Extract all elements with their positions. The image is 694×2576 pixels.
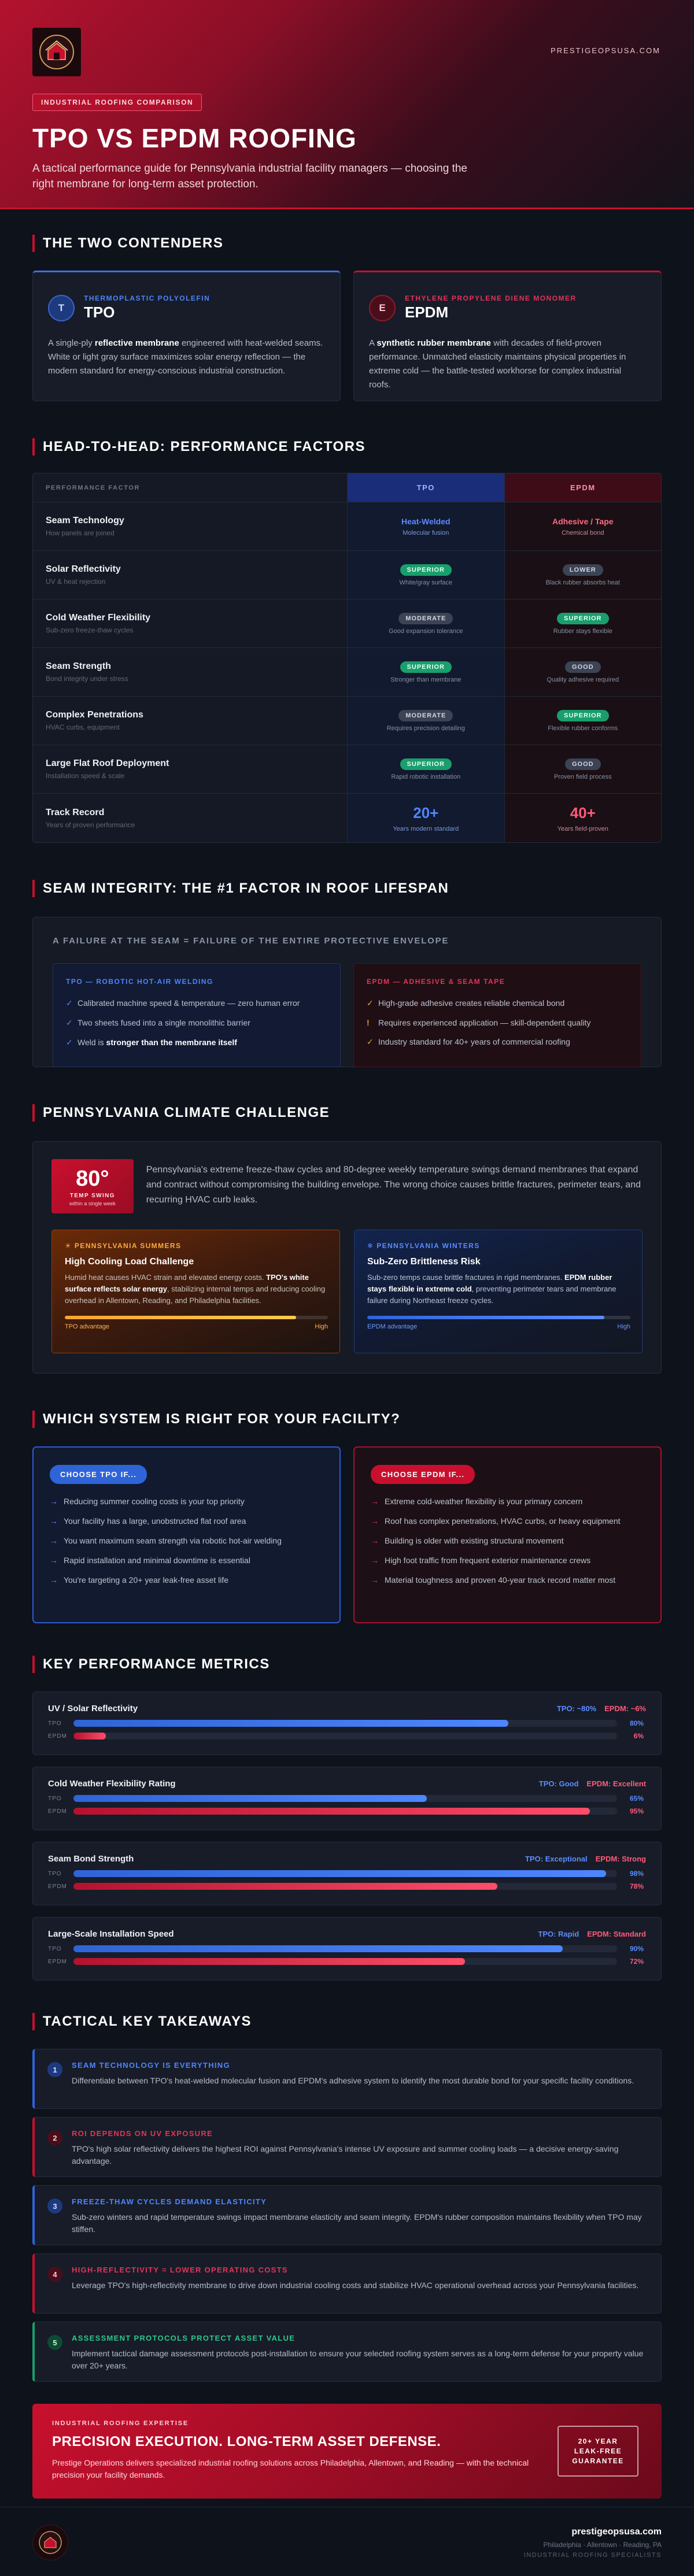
arrow-right-icon: →	[50, 1536, 58, 1545]
factor-sub: HVAC curbs, equipment	[46, 723, 120, 731]
takeaway-number: 4	[47, 2267, 62, 2282]
bar-label-tpo: TPO	[48, 1720, 62, 1727]
winter-title: Sub-Zero Brittleness Risk	[367, 1257, 481, 1267]
metric-title: UV / Solar Reflectivity	[48, 1704, 138, 1713]
epdm-seam-title: EPDM — ADHESIVE & SEAM TAPE	[367, 978, 505, 986]
takeaway-description: Implement tactical damage assessment protocols post-installation to ensure your selected roofing system serves as a long-term defense for your property value over 20+ years.	[72, 2349, 644, 2370]
choose-tpo-button[interactable]: CHOOSE TPO IF...	[50, 1465, 147, 1484]
table-row	[33, 551, 661, 599]
takeaway-description: Differentiate between TPO's heat-welded molecular fusion and EPDM's adhesive system to identify the most durable bond for your specific facility conditions.	[72, 2076, 634, 2085]
winter-bar-label: EPDM advantage	[367, 1323, 418, 1330]
climate-description: Pennsylvania's extreme freeze-thaw cycles and 80-degree weekly temperature swings demand membranes that expand and contract without compromising the building envelope. The wrong choice causes brittle fractures, perimeter tears, and recurring HVAC curb leaks.	[146, 1165, 641, 1205]
arrow-right-icon: →	[50, 1575, 58, 1585]
hero-website[interactable]: PRESTIGEOPSUSA.COM	[551, 46, 660, 55]
epdm-type: ETHYLENE PROPYLENE DIENE MONOMER	[405, 294, 577, 302]
tpo-bar	[73, 1720, 508, 1727]
section-title: TACTICAL KEY TAKEAWAYS	[32, 2013, 662, 2030]
factor-name: Seam Technology	[46, 516, 124, 525]
footer	[0, 2507, 694, 2576]
list-item: ✓ Calibrated machine speed & temperature — zero human error	[66, 998, 300, 1008]
epdm-rating-pill: SUPERIOR	[557, 710, 608, 721]
table-row	[33, 697, 661, 745]
arrow-right-icon: →	[371, 1556, 379, 1565]
summer-title: High Cooling Load Challenge	[65, 1257, 194, 1267]
takeaway-card	[32, 2049, 662, 2109]
epdm-bar	[73, 1958, 465, 1965]
epdm-bar-value: 72%	[629, 1957, 644, 1966]
tpo-seam-column	[53, 963, 341, 1067]
section-title: WHICH SYSTEM IS RIGHT FOR YOUR FACILITY?	[32, 1411, 662, 1428]
takeaway-title: SEAM TECHNOLOGY IS EVERYTHING	[72, 2061, 230, 2070]
epdm-bar-value: 95%	[629, 1807, 644, 1815]
tpo-rating-pill: SUPERIOR	[400, 758, 452, 770]
epdm-bar-track	[73, 1733, 617, 1739]
list-item: ✓ Weld is stronger than the membrane itself	[66, 1038, 237, 1047]
factor-name: Cold Weather Flexibility	[46, 613, 151, 623]
temp-swing-badge	[51, 1159, 134, 1213]
factor-name: Seam Strength	[46, 661, 111, 671]
tpo-detail: Rapid robotic installation	[391, 773, 461, 780]
tpo-name: TPO	[84, 304, 115, 321]
tpo-bar	[73, 1795, 427, 1802]
epdm-bar	[73, 1808, 590, 1815]
tpo-detail: Molecular fusion	[403, 529, 449, 536]
tpo-detail: Years modern standard	[393, 825, 459, 832]
tpo-bar-value: 90%	[629, 1945, 644, 1953]
list-item: ! Requires experienced application — skill-dependent quality	[367, 1018, 591, 1027]
check-icon: ✓	[66, 1018, 73, 1027]
takeaway-number: 5	[47, 2335, 62, 2350]
tpo-detail: Good expansion tolerance	[389, 627, 463, 635]
epdm-detail: Chemical bond	[562, 529, 604, 536]
company-logo	[32, 28, 81, 76]
tpo-rating-pill: SUPERIOR	[400, 564, 452, 576]
list-item: ✓ Industry standard for 40+ years of commercial roofing	[367, 1037, 570, 1046]
temp-swing-value: 80°	[76, 1166, 109, 1191]
footer-logo	[32, 2525, 68, 2560]
epdm-bar-track	[73, 1883, 617, 1890]
summer-card	[51, 1230, 340, 1353]
arrow-right-icon: →	[371, 1516, 379, 1526]
arrow-right-icon: →	[371, 1536, 379, 1545]
choose-system-section	[0, 1411, 694, 1623]
metric-tpo-legend: TPO: Good	[538, 1779, 579, 1788]
list-item: → You're targeting a 20+ year leak-free asset life	[50, 1575, 229, 1585]
tpo-seam-title: TPO — ROBOTIC HOT-AIR WELDING	[66, 978, 213, 986]
takeaway-description: TPO's high solar reflectivity delivers the highest ROI against Pennsylvania's intense UV exposure and summer cooling loads — a decisive energy-saving advantage.	[72, 2144, 619, 2166]
epdm-bar	[73, 1883, 497, 1890]
takeaway-number: 2	[47, 2130, 62, 2145]
epdm-rating-pill: GOOD	[565, 758, 601, 770]
winter-advantage-bar	[367, 1316, 630, 1319]
factor-name: Large Flat Roof Deployment	[46, 758, 169, 768]
tpo-bar-track	[73, 1870, 617, 1877]
bar-label-tpo: TPO	[48, 1870, 62, 1877]
tpo-value: Heat-Welded	[401, 516, 451, 526]
takeaway-title: HIGH-REFLECTIVITY = LOWER OPERATING COSTS	[72, 2266, 288, 2274]
list-item: → Your facility has a large, unobstructed flat roof area	[50, 1516, 246, 1526]
takeaway-title: ROI DEPENDS ON UV EXPOSURE	[72, 2129, 213, 2138]
metric-tpo-legend: TPO: Rapid	[538, 1930, 579, 1938]
metric-epdm-legend: EPDM: ~6%	[604, 1704, 646, 1713]
metric-tpo-legend: TPO: Exceptional	[525, 1855, 588, 1863]
metrics-section	[0, 1656, 694, 1981]
takeaways-section	[0, 2013, 694, 2382]
epdm-bar-value: 6%	[633, 1732, 644, 1740]
section-title: PENNSYLVANIA CLIMATE CHALLENGE	[32, 1104, 662, 1122]
summer-bar-label: TPO advantage	[65, 1323, 110, 1330]
epdm-value: Adhesive / Tape	[552, 516, 614, 526]
epdm-seam-column	[353, 963, 641, 1067]
arrow-right-icon: →	[371, 1497, 379, 1506]
hero-banner	[0, 0, 694, 209]
list-item: → Building is older with existing structural movement	[371, 1536, 564, 1545]
takeaway-card	[32, 2185, 662, 2245]
list-item: → Roof has complex penetrations, HVAC curbs, or heavy equipment	[371, 1516, 621, 1526]
tpo-bar-track	[73, 1720, 617, 1727]
takeaway-card	[32, 2322, 662, 2382]
section-title: HEAD-TO-HEAD: PERFORMANCE FACTORS	[32, 438, 662, 456]
winter-kicker: ❄ PENNSYLVANIA WINTERS	[367, 1242, 480, 1250]
page-title: TPO VS EPDM ROOFING	[32, 123, 357, 153]
cta-section	[0, 2404, 694, 2499]
performance-table	[32, 473, 662, 843]
tpo-bar-value: 98%	[629, 1870, 644, 1878]
bar-label-tpo: TPO	[48, 1795, 62, 1802]
epdm-contender-card	[353, 271, 662, 401]
bar-label-epdm: EPDM	[48, 1808, 67, 1815]
factor-name: Complex Penetrations	[46, 710, 143, 720]
tpo-bar-value: 80%	[629, 1719, 644, 1727]
check-icon: ✓	[66, 1038, 73, 1047]
climate-panel	[32, 1141, 662, 1374]
cta-banner	[32, 2404, 662, 2499]
factor-sub: How panels are joined	[46, 529, 115, 537]
arrow-right-icon: →	[50, 1516, 58, 1526]
metric-card	[32, 1692, 662, 1755]
hero-category-tag: INDUSTRIAL ROOFING COMPARISON	[32, 94, 202, 111]
epdm-badge: E	[369, 295, 396, 321]
footer-tagline: INDUSTRIAL ROOFING SPECIALISTS	[523, 2552, 662, 2559]
warning-icon: !	[367, 1018, 370, 1027]
temp-swing-sub: within a single week	[69, 1200, 116, 1206]
check-icon: ✓	[367, 998, 374, 1008]
list-item: ✓ Two sheets fused into a single monolithic barrier	[66, 1018, 250, 1027]
epdm-detail: Flexible rubber conforms	[548, 724, 618, 732]
bar-label-tpo: TPO	[48, 1945, 62, 1952]
check-icon: ✓	[66, 998, 73, 1008]
metric-title: Large-Scale Installation Speed	[48, 1929, 174, 1939]
takeaway-card	[32, 2253, 662, 2314]
tpo-years: 20+	[413, 804, 439, 821]
epdm-rating-pill: SUPERIOR	[557, 613, 608, 624]
takeaway-description: Sub-zero winters and rapid temperature swings impact membrane elasticity and seam integrity. EPDM's rubber composition maintains flexibility when TPO may stiffen.	[72, 2212, 642, 2234]
table-row	[33, 648, 661, 697]
tpo-badge: T	[48, 295, 75, 321]
choose-epdm-button[interactable]: CHOOSE EPDM IF...	[371, 1465, 475, 1484]
arrow-right-icon: →	[371, 1575, 379, 1585]
tpo-rating-pill: SUPERIOR	[400, 661, 452, 673]
list-item: → Rapid installation and minimal downtime is essential	[50, 1556, 250, 1565]
metric-title: Cold Weather Flexibility Rating	[48, 1779, 176, 1789]
factor-name: Solar Reflectivity	[46, 564, 121, 574]
footer-website-link[interactable]: prestigeopsusa.com	[571, 2527, 662, 2537]
column-header-epdm: EPDM	[504, 473, 661, 502]
epdm-detail: Years field-proven	[557, 825, 608, 832]
metric-card	[32, 1917, 662, 1981]
bar-label-epdm: EPDM	[48, 1733, 67, 1739]
epdm-detail: Quality adhesive required	[547, 676, 619, 683]
winter-description: Sub-zero temps cause brittle fractures in rigid membranes. EPDM rubber stays flexible in extreme cold, preventing perimeter tears and membrane failure during Northeast freeze cycles.	[367, 1273, 617, 1305]
arrow-right-icon: →	[50, 1556, 58, 1565]
metric-tpo-legend: TPO: ~80%	[556, 1704, 597, 1713]
section-title: THE TWO CONTENDERS	[32, 235, 662, 252]
tpo-bar-value: 65%	[629, 1794, 644, 1803]
cta-title: PRECISION EXECUTION. LONG-TERM ASSET DEFENSE.	[52, 2434, 441, 2449]
table-row	[33, 502, 661, 551]
list-item: → Material toughness and proven 40-year track record matter most	[371, 1575, 616, 1585]
takeaway-number: 1	[47, 2062, 62, 2077]
metric-epdm-legend: EPDM: Excellent	[586, 1779, 646, 1788]
summer-kicker: ☀ PENNSYLVANIA SUMMERS	[65, 1242, 182, 1250]
arrow-right-icon: →	[50, 1497, 58, 1506]
climate-section	[0, 1104, 694, 1374]
tpo-rating-pill: MODERATE	[398, 613, 453, 624]
epdm-bar-track	[73, 1808, 617, 1815]
tpo-type: THERMOPLASTIC POLYOLEFIN	[84, 294, 211, 302]
epdm-bar	[73, 1733, 106, 1739]
epdm-detail: Black rubber absorbs heat	[545, 579, 620, 586]
list-item: → High foot traffic from frequent exterior maintenance crews	[371, 1556, 591, 1565]
seam-headline: A FAILURE AT THE SEAM = FAILURE OF THE ENTIRE PROTECTIVE ENVELOPE	[53, 936, 449, 946]
factor-sub: UV & heat rejection	[46, 578, 106, 586]
epdm-description: A synthetic rubber membrane with decades of field-proven performance. Unmatched elasticity maintains physical properties in extreme cold — the battle-tested workhorse for complex industrial roofs.	[369, 338, 626, 390]
metric-card	[32, 1842, 662, 1905]
seam-panel	[32, 917, 662, 1067]
summer-bar-level: High	[315, 1323, 328, 1330]
tpo-bar-track	[73, 1945, 617, 1952]
epdm-years: 40+	[570, 804, 596, 821]
metric-card	[32, 1767, 662, 1830]
section-title: KEY PERFORMANCE METRICS	[32, 1656, 662, 1673]
list-item: → You want maximum seam strength via robotic hot-air welding	[50, 1536, 282, 1545]
takeaway-description: Leverage TPO's high-reflectivity membrane to drive down industrial cooling costs and stabilize HVAC operational overhead across your Pennsylvania facilities.	[72, 2281, 639, 2290]
check-icon: ✓	[367, 1037, 374, 1046]
choose-epdm-card	[353, 1446, 662, 1623]
tpo-detail: Requires precision detailing	[386, 724, 465, 732]
tpo-detail: White/gray surface	[399, 579, 453, 586]
choose-tpo-card	[32, 1446, 341, 1623]
footer-locations: Philadelphia · Allentown · Reading, PA	[543, 2541, 662, 2549]
factor-name: Track Record	[46, 807, 105, 817]
factor-sub: Years of proven performance	[46, 820, 135, 829]
cta-description: Prestige Operations delivers specialized industrial roofing solutions across Philadelphia, Allentown, and Reading — with the technical precision your facility demands.	[52, 2458, 529, 2479]
factor-sub: Bond integrity under stress	[46, 675, 128, 683]
tpo-bar	[73, 1870, 606, 1877]
epdm-detail: Rubber stays flexible	[553, 627, 612, 635]
table-row	[33, 794, 661, 842]
epdm-rating-pill: GOOD	[565, 661, 601, 673]
page-subtitle: A tactical performance guide for Pennsylvania industrial facility managers — choosing the right membrane for long-term asset protection.	[32, 162, 467, 190]
bar-label-epdm: EPDM	[48, 1883, 67, 1890]
takeaway-title: ASSESSMENT PROTOCOLS PROTECT ASSET VALUE	[72, 2334, 296, 2342]
tpo-bar-track	[73, 1795, 617, 1802]
factor-sub: Installation speed & scale	[46, 772, 125, 780]
cta-kicker: INDUSTRIAL ROOFING EXPERTISE	[52, 2420, 189, 2427]
tpo-rating-pill: MODERATE	[398, 710, 453, 721]
column-header-tpo: TPO	[347, 473, 504, 502]
metric-epdm-legend: EPDM: Standard	[587, 1930, 646, 1938]
list-item: → Reducing summer cooling costs is your top priority	[50, 1497, 245, 1506]
epdm-rating-pill: LOWER	[563, 564, 603, 576]
contenders-section	[0, 235, 694, 401]
epdm-detail: Proven field process	[553, 773, 612, 780]
metric-title: Seam Bond Strength	[48, 1854, 134, 1864]
tpo-description: A single-ply reflective membrane engineered with heat-welded seams. White or light gray surface maximizes solar energy reflection — the modern standard for energy-conscious industrial construction.	[48, 338, 323, 376]
table-header-row	[33, 473, 661, 502]
list-item: → Extreme cold-weather flexibility is your primary concern	[371, 1497, 583, 1506]
winter-bar-level: High	[617, 1323, 630, 1330]
table-row	[33, 745, 661, 794]
winter-card	[354, 1230, 643, 1353]
section-title: SEAM INTEGRITY: THE #1 FACTOR IN ROOF LIFESPAN	[32, 880, 662, 897]
seam-integrity-section	[0, 880, 694, 1067]
head-to-head-section	[0, 438, 694, 843]
metric-epdm-legend: EPDM: Strong	[595, 1855, 646, 1863]
tpo-bar	[73, 1945, 563, 1952]
takeaway-number: 3	[47, 2199, 62, 2214]
factor-sub: Sub-zero freeze-thaw cycles	[46, 626, 134, 634]
takeaway-title: FREEZE-THAW CYCLES DEMAND ELASTICITY	[72, 2197, 267, 2206]
epdm-name: EPDM	[405, 304, 449, 321]
guarantee-badge: 20+ YEAR LEAK-FREE GUARANTEE	[558, 2426, 638, 2477]
tpo-detail: Stronger than membrane	[390, 676, 462, 683]
tpo-contender-card	[32, 271, 341, 401]
temp-swing-label: TEMP SWING	[69, 1192, 115, 1199]
bar-label-epdm: EPDM	[48, 1958, 67, 1965]
column-header-factor: PERFORMANCE FACTOR	[46, 484, 141, 491]
summer-advantage-bar	[65, 1316, 328, 1319]
list-item: ✓ High-grade adhesive creates reliable chemical bond	[367, 998, 565, 1008]
table-row	[33, 599, 661, 648]
summer-description: Humid heat causes HVAC strain and elevated energy costs. TPO's white surface reflects solar energy, stabilizing internal temps and reducing cooling overhead in Allentown, Reading, and Philadelphia facilities.	[65, 1273, 326, 1305]
epdm-bar-value: 78%	[629, 1882, 644, 1890]
epdm-bar-track	[73, 1958, 617, 1965]
takeaway-card	[32, 2117, 662, 2177]
